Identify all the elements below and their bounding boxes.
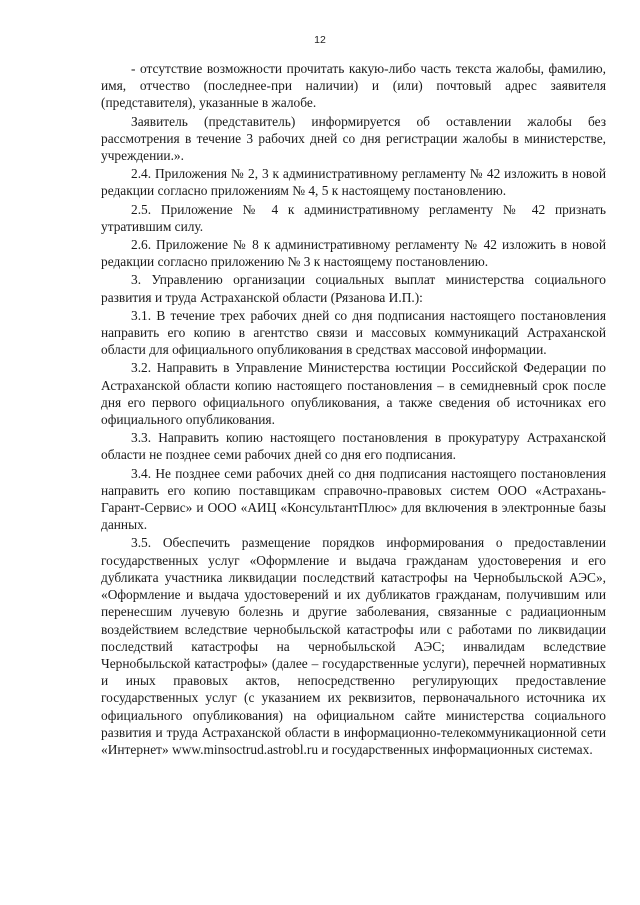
page-number: 12	[314, 34, 326, 46]
paragraph-2-6: 2.6. Приложение № 8 к административному регламенту № 42 изложить в новой редакции согласно приложению № 3 к настоящему постановлению.	[101, 237, 606, 270]
document-body	[101, 60, 606, 758]
paragraph-2-4: 2.4. Приложения № 2, 3 к административному регламенту № 42 изложить в новой редакции согласно приложениям № 4, 5 к настоящему постановлению.	[101, 166, 606, 199]
paragraph-complaint-grounds: - отсутствие возможности прочитать какую-либо часть текста жалобы, фамилию, имя, отчество (последнее-при наличии) и (или) почтовый адрес заявителя (представителя), указанные в жалобе.	[101, 61, 606, 111]
paragraph-3: 3. Управлению организации социальных выплат министерства социального развития и труда Астраханской области (Рязанова И.П.):	[101, 272, 606, 305]
paragraph-applicant-notice: Заявитель (представитель) информируется об оставлении жалобы без рассмотрения в течение 3 рабочих дней со дня регистрации жалобы в министерстве, учреждении.».	[101, 113, 606, 164]
paragraph-3-3: 3.3. Направить копию настоящего постановления в прокуратуру Астраханской области не позднее семи рабочих дней со дня его подписания.	[101, 430, 606, 463]
paragraph-3-4: 3.4. Не позднее семи рабочих дней со дня подписания настоящего постановления направить его копию поставщикам справочно-правовых систем ООО «Астрахань-Гарант-Сервис» и ООО «АИЦ «КонсультантПлюс» для включения в электронные базы данных.	[101, 465, 606, 533]
paragraph-3-1: 3.1. В течение трех рабочих дней со дня подписания настоящего постановления направить его копию в агентство связи и массовых коммуникаций Астраханской области для официального опубликования в средствах массовой информации.	[101, 307, 606, 358]
paragraph-3-5: 3.5. Обеспечить размещение порядков информирования о предоставлении государственных услуг «Оформление и выдача гражданам удостоверения и его дубликата участника ликвидации последствий катастрофы на Чернобыльской АЭС», «Оформление и выдача удостоверений и их дубликатов гражданам, получившим или перенесшим лучевую болезнь и другие заболевания, связанные с радиационным воздействием вследствие чернобыльской катастрофы или с работами по ликвидации последствий катастрофы на чернобыльской АЭС; инвалидам вследствие Чернобыльской катастрофы» (далее – государственные услуги), перечней нормативных и иных правовых актов, непосредственно регулирующих предоставление государственных услуг (с указанием их реквизитов, первоначального источника их официального опубликования) на официальном сайте министерства социального развития и труда Астраханской области в информационно-телекоммуникационной сети «Интернет» www.minsoctrud.astrobl.ru и государственных информационных системах.	[101, 535, 606, 757]
paragraph-3-2: 3.2. Направить в Управление Министерства юстиции Российской Федерации по Астраханской области копию настоящего постановления – в семидневный срок после дня его первого официального опубликования, а также сведения об источниках его официального опубликования.	[101, 360, 606, 428]
paragraph-2-5: 2.5. Приложение № 4 к административному регламенту № 42 признать утратившим силу.	[101, 201, 606, 234]
